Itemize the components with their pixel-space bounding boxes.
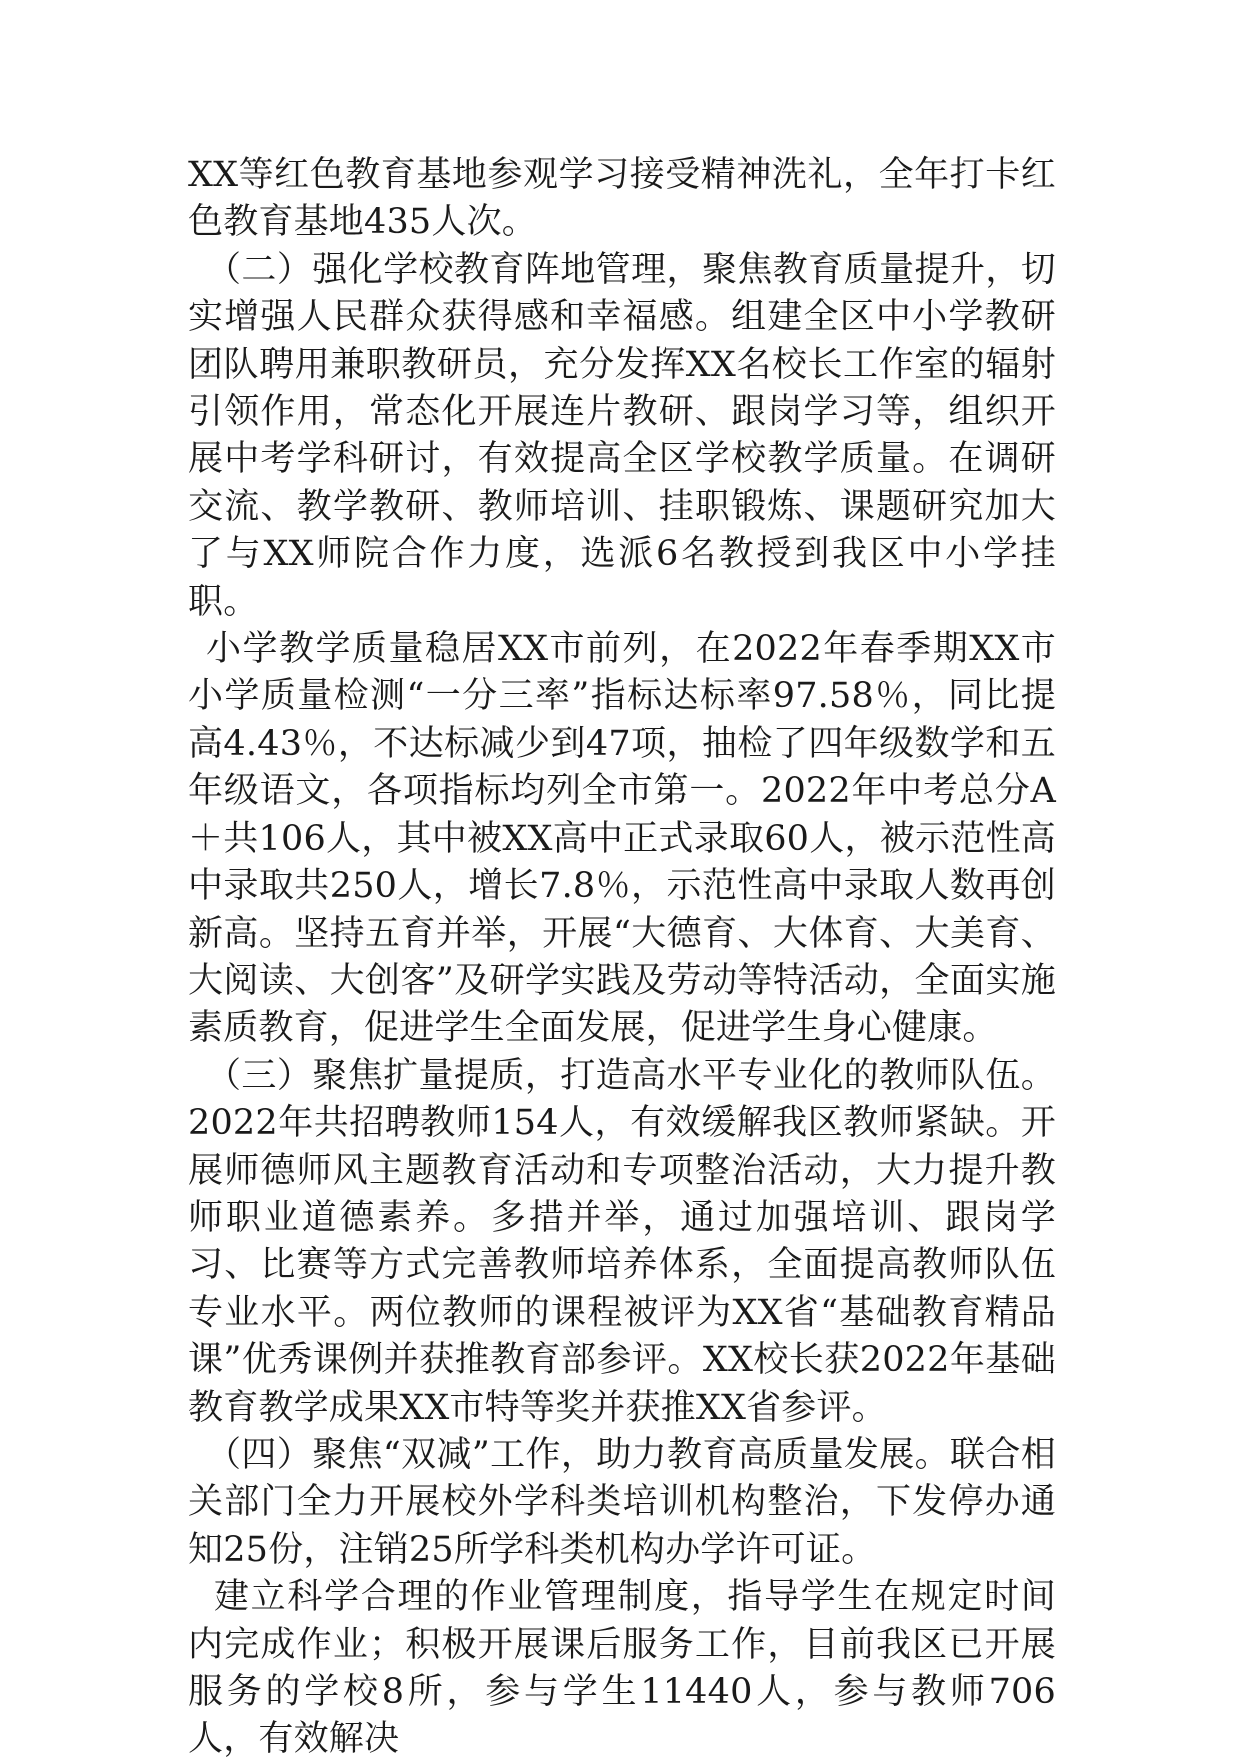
paragraph-teaching-quality: 小学教学质量稳居XX市前列，在2022年春季期XX市小学质量检测“一分三率”指标达标率97.58％，同比提高4.43％，不达标减少到47项，抽检了四年级数学和五年级语文，各项指标均列全市第一。2022年中考总分A＋共106人，其中被XX高中正式录取60人，被示范性高中录取共250人，增长7.8％，示范性高中录取人数再创新高。坚持五育并举，开展“大德育、大体育、大美育、大阅读、大创客”及研学实践及劳动等特活动，全面实施素质教育，促进学生全面发展，促进学生身心健康。 [188,629,1056,1049]
paragraph-homework-management: 建立科学合理的作业管理制度，指导学生在规定时间内完成作业；积极开展课后服务工作，目前我区已开展服务的学校8所，参与学生11440人，参与教师706人，有效解决 [188,1577,1056,1760]
document-page [188,152,1056,1764]
paragraph-section-two: （二）强化学校教育阵地管理，聚焦教育质量提升，切实增强人民群众获得感和幸福感。组建全区中小学教研团队聘用兼职教研员，充分发挥XX名校长工作室的辐射引领作用，常态化开展连片教研、跟岗学习等，组织开展中考学科研讨，有效提高全区学校教学质量。在调研交流、教学教研、教师培训、挂职锻炼、课题研究加大了与XX师院合作力度，选派6名教授到我区中小学挂职。 [188,249,1056,622]
paragraph-section-four: （四）聚焦“双减”工作，助力教育高质量发展。联合相关部门全力开展校外学科类培训机构整治，下发停办通知25份，注销25所学科类机构办学许可证。 [188,1434,1056,1570]
paragraph-red-education: XX等红色教育基地参观学习接受精神洗礼，全年打卡红色教育基地435人次。 [188,155,1056,243]
paragraph-section-three: （三）聚焦扩量提质，打造高水平专业化的教师队伍。2022年共招聘教师154人，有效缓解我区教师紧缺。开展师德师风主题教育活动和专项整治活动，大力提升教师职业道德素养。多措并举，通过加强培训、跟岗学习、比赛等方式完善教师培养体系，全面提高教师队伍专业水平。两位教师的课程被评为XX省“基础教育精品课”优秀课例并获推教育部参评。XX校长获2022年基础教育教学成果XX市特等奖并获推XX省参评。 [188,1055,1056,1428]
